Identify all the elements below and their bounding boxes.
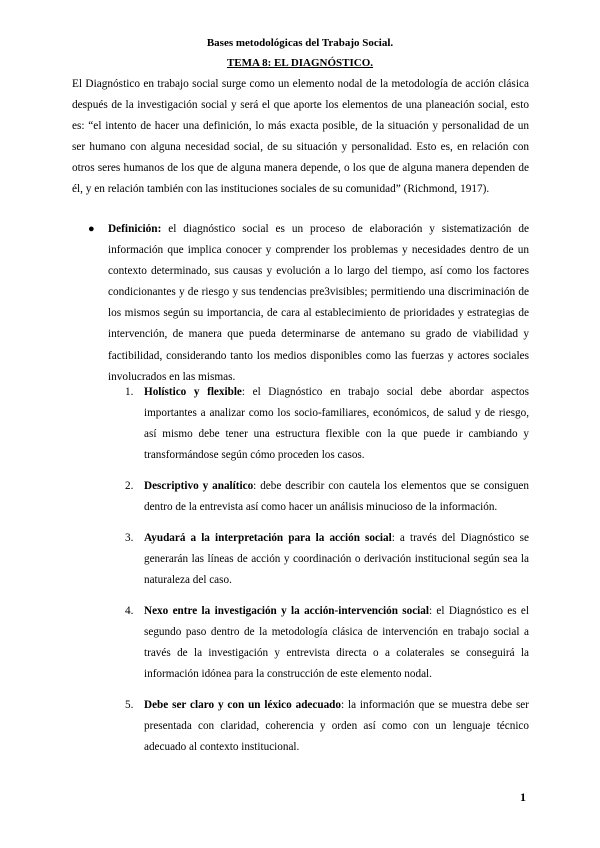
bullet-icon: ●	[88, 223, 95, 235]
list-item-lead: Descriptivo y analítico	[144, 480, 254, 492]
page-number: 1	[520, 790, 526, 804]
definition-paragraph	[108, 219, 529, 388]
list-item-text: : debe describir con cautela los elementos que se consiguen dentro de la entrevista así como hacer un análisis minucioso de la información.	[144, 480, 529, 513]
list-item	[125, 476, 529, 518]
list-item	[125, 382, 529, 466]
list-item	[125, 528, 529, 591]
document-header	[72, 33, 528, 73]
definition-text: el diagnóstico social es un proceso de elaboración y sistematización de información que implica conocer y comprender los problemas y necesidades dentro de un contexto determinado, sus causas y evolución a lo largo del tiempo, así como los factores condicionantes y de riesgo y sus tendencias pre3visibles; permitiendo una discriminación de los mismos según su importancia, de cara al establecimiento de prioridades y estrategias de intervención, de manera que pueda determinarse de antemano su grado de viabilidad y factibilidad, considerando tanto los medios disponibles como las fuerzas y actores sociales involucrados en las mismas.	[108, 223, 529, 383]
list-item	[125, 601, 529, 685]
list-item-lead: Ayudará a la interpretación para la acción social	[144, 532, 392, 544]
list-item-number: 4.	[125, 605, 134, 617]
list-item-lead: Nexo entre la investigación y la acción-intervención social	[144, 605, 429, 617]
definition-lead: Definición:	[108, 223, 162, 235]
intro-paragraph: El Diagnóstico en trabajo social surge como un elemento nodal de la metodología de acción clásica después de la investigación social y será el que aporte los elementos de una planeación social, esto es: “el intento de hacer una definición, lo más exacta posible, de la situación y personalidad de un ser humano con alguna necesidad social, de su situación y personalidad. Esto es, en relación con otros seres humanos de los que de alguna manera depende, o los que de alguna manera dependen de él, y en relación también con las instituciones sociales de su comunidad” (Richmond, 1917).	[72, 78, 529, 195]
list-item-text: : la información que se muestra debe ser presentada con claridad, coherencia y orden así como con un lenguaje técnico adecuado al contexto institucional.	[144, 699, 529, 753]
list-item-text: : el Diagnóstico es el segundo paso dentro de la metodología clásica de intervención en trabajo social a través de la investigación y entrevista directa o a colaterales se conseguirá la información idónea para la construcción de este elemento nodal.	[144, 605, 529, 680]
list-item	[125, 695, 529, 758]
list-item-number: 2.	[125, 480, 134, 492]
list-item-text: : a través del Diagnóstico se generarán las líneas de acción y coordinación o derivación institucional según sea la naturaleza del caso.	[144, 532, 529, 586]
list-item-text: : el Diagnóstico en trabajo social debe abordar aspectos importantes a analizar como los socio-familiares, económicos, de salud y de riesgo, así mismo debe tener una estructura flexible con la que puede ir cambiando y transformándose según cómo proceden los casos.	[144, 386, 529, 461]
topic-title: TEMA 8: EL DIAGNÓSTICO.	[226, 57, 374, 69]
course-title: Bases metodológicas del Trabajo Social.	[206, 37, 394, 49]
list-item-number: 1.	[125, 386, 134, 398]
list-item-number: 5.	[125, 699, 134, 711]
list-item-lead: Holístico y flexible	[144, 386, 242, 398]
characteristics-list	[125, 382, 529, 768]
list-item-lead: Debe ser claro y con un léxico adecuado	[144, 699, 341, 711]
list-item-number: 3.	[125, 532, 134, 544]
